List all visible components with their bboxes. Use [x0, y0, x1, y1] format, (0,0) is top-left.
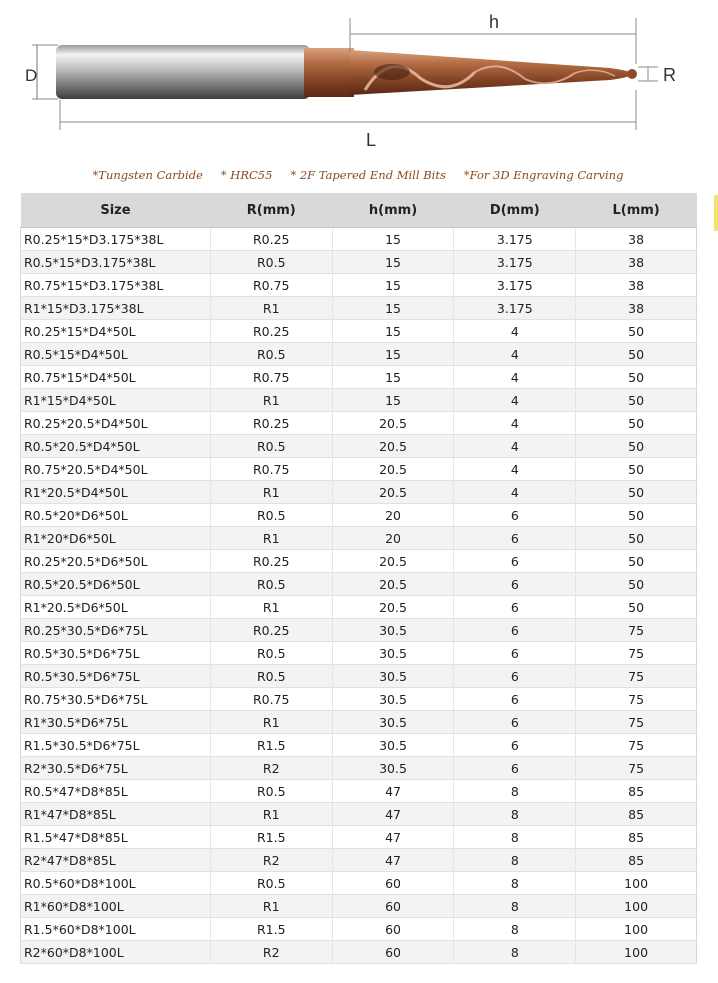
cell-l: 75 [576, 711, 697, 734]
cell-size: R1*30.5*D6*75L [21, 711, 211, 734]
cell-size: R0.75*15*D3.175*38L [21, 274, 211, 297]
cell-r: R0.25 [210, 412, 332, 435]
spec-table-header [21, 193, 697, 228]
cell-size: R0.5*20.5*D4*50L [21, 435, 211, 458]
cell-size: R0.5*30.5*D6*75L [21, 642, 211, 665]
cell-h: 30.5 [332, 734, 454, 757]
header-h: h(mm) [332, 193, 454, 228]
table-row [21, 780, 697, 803]
cell-l: 85 [576, 826, 697, 849]
cell-size: R0.25*20.5*D4*50L [21, 412, 211, 435]
cell-l: 50 [576, 320, 697, 343]
table-row [21, 550, 697, 573]
cell-size: R0.75*15*D4*50L [21, 366, 211, 389]
table-row [21, 343, 697, 366]
cell-size: R0.5*20*D6*50L [21, 504, 211, 527]
cell-l: 50 [576, 389, 697, 412]
cell-h: 47 [332, 803, 454, 826]
cell-d: 3.175 [454, 297, 576, 320]
cell-l: 50 [576, 596, 697, 619]
cell-d: 6 [454, 665, 576, 688]
cell-size: R0.75*30.5*D6*75L [21, 688, 211, 711]
cell-d: 4 [454, 481, 576, 504]
table-row [21, 435, 697, 458]
cell-h: 15 [332, 343, 454, 366]
header-row [21, 193, 697, 228]
cell-r: R1 [210, 711, 332, 734]
cell-h: 20 [332, 504, 454, 527]
cell-h: 15 [332, 366, 454, 389]
cell-l: 85 [576, 803, 697, 826]
cell-r: R0.75 [210, 688, 332, 711]
cell-r: R0.5 [210, 642, 332, 665]
cell-l: 75 [576, 688, 697, 711]
cell-size: R1*15*D3.175*38L [21, 297, 211, 320]
cell-l: 50 [576, 366, 697, 389]
cell-d: 4 [454, 389, 576, 412]
table-row [21, 895, 697, 918]
cell-d: 8 [454, 941, 576, 964]
cell-l: 50 [576, 527, 697, 550]
table-row [21, 481, 697, 504]
header-l: L(mm) [576, 193, 697, 228]
table-row [21, 412, 697, 435]
cell-h: 30.5 [332, 688, 454, 711]
cell-r: R0.5 [210, 251, 332, 274]
cell-h: 47 [332, 780, 454, 803]
cell-size: R0.25*15*D4*50L [21, 320, 211, 343]
cell-size: R0.25*20.5*D6*50L [21, 550, 211, 573]
cell-l: 85 [576, 849, 697, 872]
cell-h: 15 [332, 228, 454, 251]
cell-h: 30.5 [332, 619, 454, 642]
cell-h: 60 [332, 895, 454, 918]
cell-h: 20.5 [332, 412, 454, 435]
label-h: h [489, 12, 500, 32]
cell-l: 100 [576, 895, 697, 918]
cell-l: 50 [576, 458, 697, 481]
cell-d: 6 [454, 757, 576, 780]
cell-l: 85 [576, 780, 697, 803]
cell-l: 50 [576, 550, 697, 573]
cell-l: 75 [576, 734, 697, 757]
table-row [21, 757, 697, 780]
cell-d: 8 [454, 849, 576, 872]
cell-l: 38 [576, 228, 697, 251]
cell-d: 6 [454, 527, 576, 550]
table-row [21, 688, 697, 711]
cell-size: R0.5*60*D8*100L [21, 872, 211, 895]
cell-size: R2*60*D8*100L [21, 941, 211, 964]
cell-l: 38 [576, 274, 697, 297]
cell-size: R0.5*47*D8*85L [21, 780, 211, 803]
cell-r: R0.75 [210, 458, 332, 481]
cell-r: R1.5 [210, 826, 332, 849]
cell-r: R1 [210, 895, 332, 918]
cell-d: 8 [454, 803, 576, 826]
cell-h: 15 [332, 274, 454, 297]
cell-h: 30.5 [332, 665, 454, 688]
cell-size: R1*47*D8*85L [21, 803, 211, 826]
spec-table-body [21, 228, 697, 964]
cell-l: 75 [576, 757, 697, 780]
cell-l: 75 [576, 665, 697, 688]
cell-l: 38 [576, 251, 697, 274]
cell-d: 6 [454, 619, 576, 642]
table-row [21, 941, 697, 964]
cell-r: R1 [210, 527, 332, 550]
end-mill-diagram [20, 0, 696, 193]
label-l: L [366, 130, 377, 150]
cell-r: R2 [210, 849, 332, 872]
cell-r: R0.25 [210, 320, 332, 343]
cell-h: 30.5 [332, 711, 454, 734]
cell-h: 20 [332, 527, 454, 550]
cell-d: 4 [454, 412, 576, 435]
cell-h: 15 [332, 389, 454, 412]
cell-r: R2 [210, 757, 332, 780]
cell-size: R0.75*20.5*D4*50L [21, 458, 211, 481]
table-row [21, 849, 697, 872]
cell-l: 50 [576, 504, 697, 527]
table-row [21, 320, 697, 343]
cell-r: R0.5 [210, 665, 332, 688]
cell-r: R0.5 [210, 573, 332, 596]
cell-r: R0.25 [210, 619, 332, 642]
cell-d: 8 [454, 895, 576, 918]
cell-h: 60 [332, 941, 454, 964]
cell-r: R1 [210, 596, 332, 619]
table-row [21, 274, 697, 297]
label-r: R [663, 65, 676, 85]
table-row [21, 389, 697, 412]
cell-size: R0.25*30.5*D6*75L [21, 619, 211, 642]
cell-r: R0.5 [210, 343, 332, 366]
table-row [21, 803, 697, 826]
table-row [21, 619, 697, 642]
feature-tungsten-carbide: *Tungsten Carbide [92, 168, 203, 182]
cell-r: R0.5 [210, 780, 332, 803]
table-row [21, 527, 697, 550]
cell-h: 20.5 [332, 550, 454, 573]
cell-r: R1 [210, 481, 332, 504]
cell-r: R0.75 [210, 366, 332, 389]
cell-size: R0.25*15*D3.175*38L [21, 228, 211, 251]
label-d: D [25, 66, 38, 85]
table-row [21, 642, 697, 665]
table-row [21, 504, 697, 527]
cell-l: 50 [576, 412, 697, 435]
cell-l: 50 [576, 435, 697, 458]
cell-size: R0.5*20.5*D6*50L [21, 573, 211, 596]
cell-size: R1*20*D6*50L [21, 527, 211, 550]
cell-l: 100 [576, 941, 697, 964]
cell-size: R1*60*D8*100L [21, 895, 211, 918]
cell-l: 50 [576, 573, 697, 596]
cell-size: R2*47*D8*85L [21, 849, 211, 872]
cell-d: 6 [454, 504, 576, 527]
cell-h: 15 [332, 320, 454, 343]
cell-d: 6 [454, 573, 576, 596]
cell-d: 4 [454, 435, 576, 458]
feature-hardness: * HRC55 [220, 168, 273, 182]
cell-h: 15 [332, 251, 454, 274]
cell-h: 47 [332, 849, 454, 872]
cell-h: 60 [332, 918, 454, 941]
cell-h: 47 [332, 826, 454, 849]
cell-size: R1.5*30.5*D6*75L [21, 734, 211, 757]
cell-h: 20.5 [332, 458, 454, 481]
cell-h: 20.5 [332, 481, 454, 504]
cell-size: R1.5*60*D8*100L [21, 918, 211, 941]
table-row [21, 872, 697, 895]
table-row [21, 918, 697, 941]
cell-h: 15 [332, 297, 454, 320]
table-row [21, 297, 697, 320]
feature-flute-type: * 2F Tapered End Mill Bits [290, 168, 446, 182]
table-row [21, 826, 697, 849]
cell-l: 75 [576, 619, 697, 642]
cell-h: 20.5 [332, 596, 454, 619]
table-row [21, 366, 697, 389]
table-row [21, 228, 697, 251]
cell-r: R0.5 [210, 872, 332, 895]
cell-h: 30.5 [332, 642, 454, 665]
cell-size: R1.5*47*D8*85L [21, 826, 211, 849]
cell-d: 6 [454, 688, 576, 711]
edge-highlight [714, 195, 718, 231]
cell-size: R1*20.5*D6*50L [21, 596, 211, 619]
cell-d: 8 [454, 826, 576, 849]
cell-h: 60 [332, 872, 454, 895]
cell-d: 8 [454, 918, 576, 941]
cell-size: R1*20.5*D4*50L [21, 481, 211, 504]
header-size: Size [21, 193, 211, 228]
cell-r: R1.5 [210, 734, 332, 757]
cell-size: R1*15*D4*50L [21, 389, 211, 412]
cell-l: 38 [576, 297, 697, 320]
cell-h: 30.5 [332, 757, 454, 780]
cell-r: R1.5 [210, 918, 332, 941]
cell-d: 6 [454, 642, 576, 665]
cell-l: 100 [576, 872, 697, 895]
cell-r: R0.25 [210, 228, 332, 251]
cell-r: R1 [210, 389, 332, 412]
table-row [21, 711, 697, 734]
cell-d: 6 [454, 711, 576, 734]
end-mill-illustration [20, 0, 696, 193]
cell-r: R0.75 [210, 274, 332, 297]
cell-h: 20.5 [332, 573, 454, 596]
table-row [21, 665, 697, 688]
cell-size: R2*30.5*D6*75L [21, 757, 211, 780]
table-row [21, 573, 697, 596]
cell-d: 3.175 [454, 228, 576, 251]
cell-d: 8 [454, 780, 576, 803]
cell-size: R0.5*15*D3.175*38L [21, 251, 211, 274]
cell-d: 8 [454, 872, 576, 895]
header-d: D(mm) [454, 193, 576, 228]
cell-l: 50 [576, 343, 697, 366]
cell-d: 6 [454, 596, 576, 619]
cell-l: 100 [576, 918, 697, 941]
cell-d: 6 [454, 550, 576, 573]
cell-size: R0.5*15*D4*50L [21, 343, 211, 366]
cell-d: 3.175 [454, 274, 576, 297]
cell-d: 4 [454, 320, 576, 343]
cell-r: R0.25 [210, 550, 332, 573]
cell-d: 4 [454, 366, 576, 389]
cell-size: R0.5*30.5*D6*75L [21, 665, 211, 688]
table-row [21, 596, 697, 619]
table-row [21, 734, 697, 757]
cell-h: 20.5 [332, 435, 454, 458]
header-r: R(mm) [210, 193, 332, 228]
table-row [21, 458, 697, 481]
table-row [21, 251, 697, 274]
cell-d: 4 [454, 458, 576, 481]
cell-d: 6 [454, 734, 576, 757]
cell-r: R2 [210, 941, 332, 964]
cell-l: 75 [576, 642, 697, 665]
cell-r: R0.5 [210, 435, 332, 458]
feature-list [20, 168, 696, 190]
cell-r: R1 [210, 297, 332, 320]
cell-r: R0.5 [210, 504, 332, 527]
cell-l: 50 [576, 481, 697, 504]
spec-table [20, 193, 697, 964]
cell-d: 3.175 [454, 251, 576, 274]
feature-application: *For 3D Engraving Carving [463, 168, 624, 182]
cell-r: R1 [210, 803, 332, 826]
cell-d: 4 [454, 343, 576, 366]
